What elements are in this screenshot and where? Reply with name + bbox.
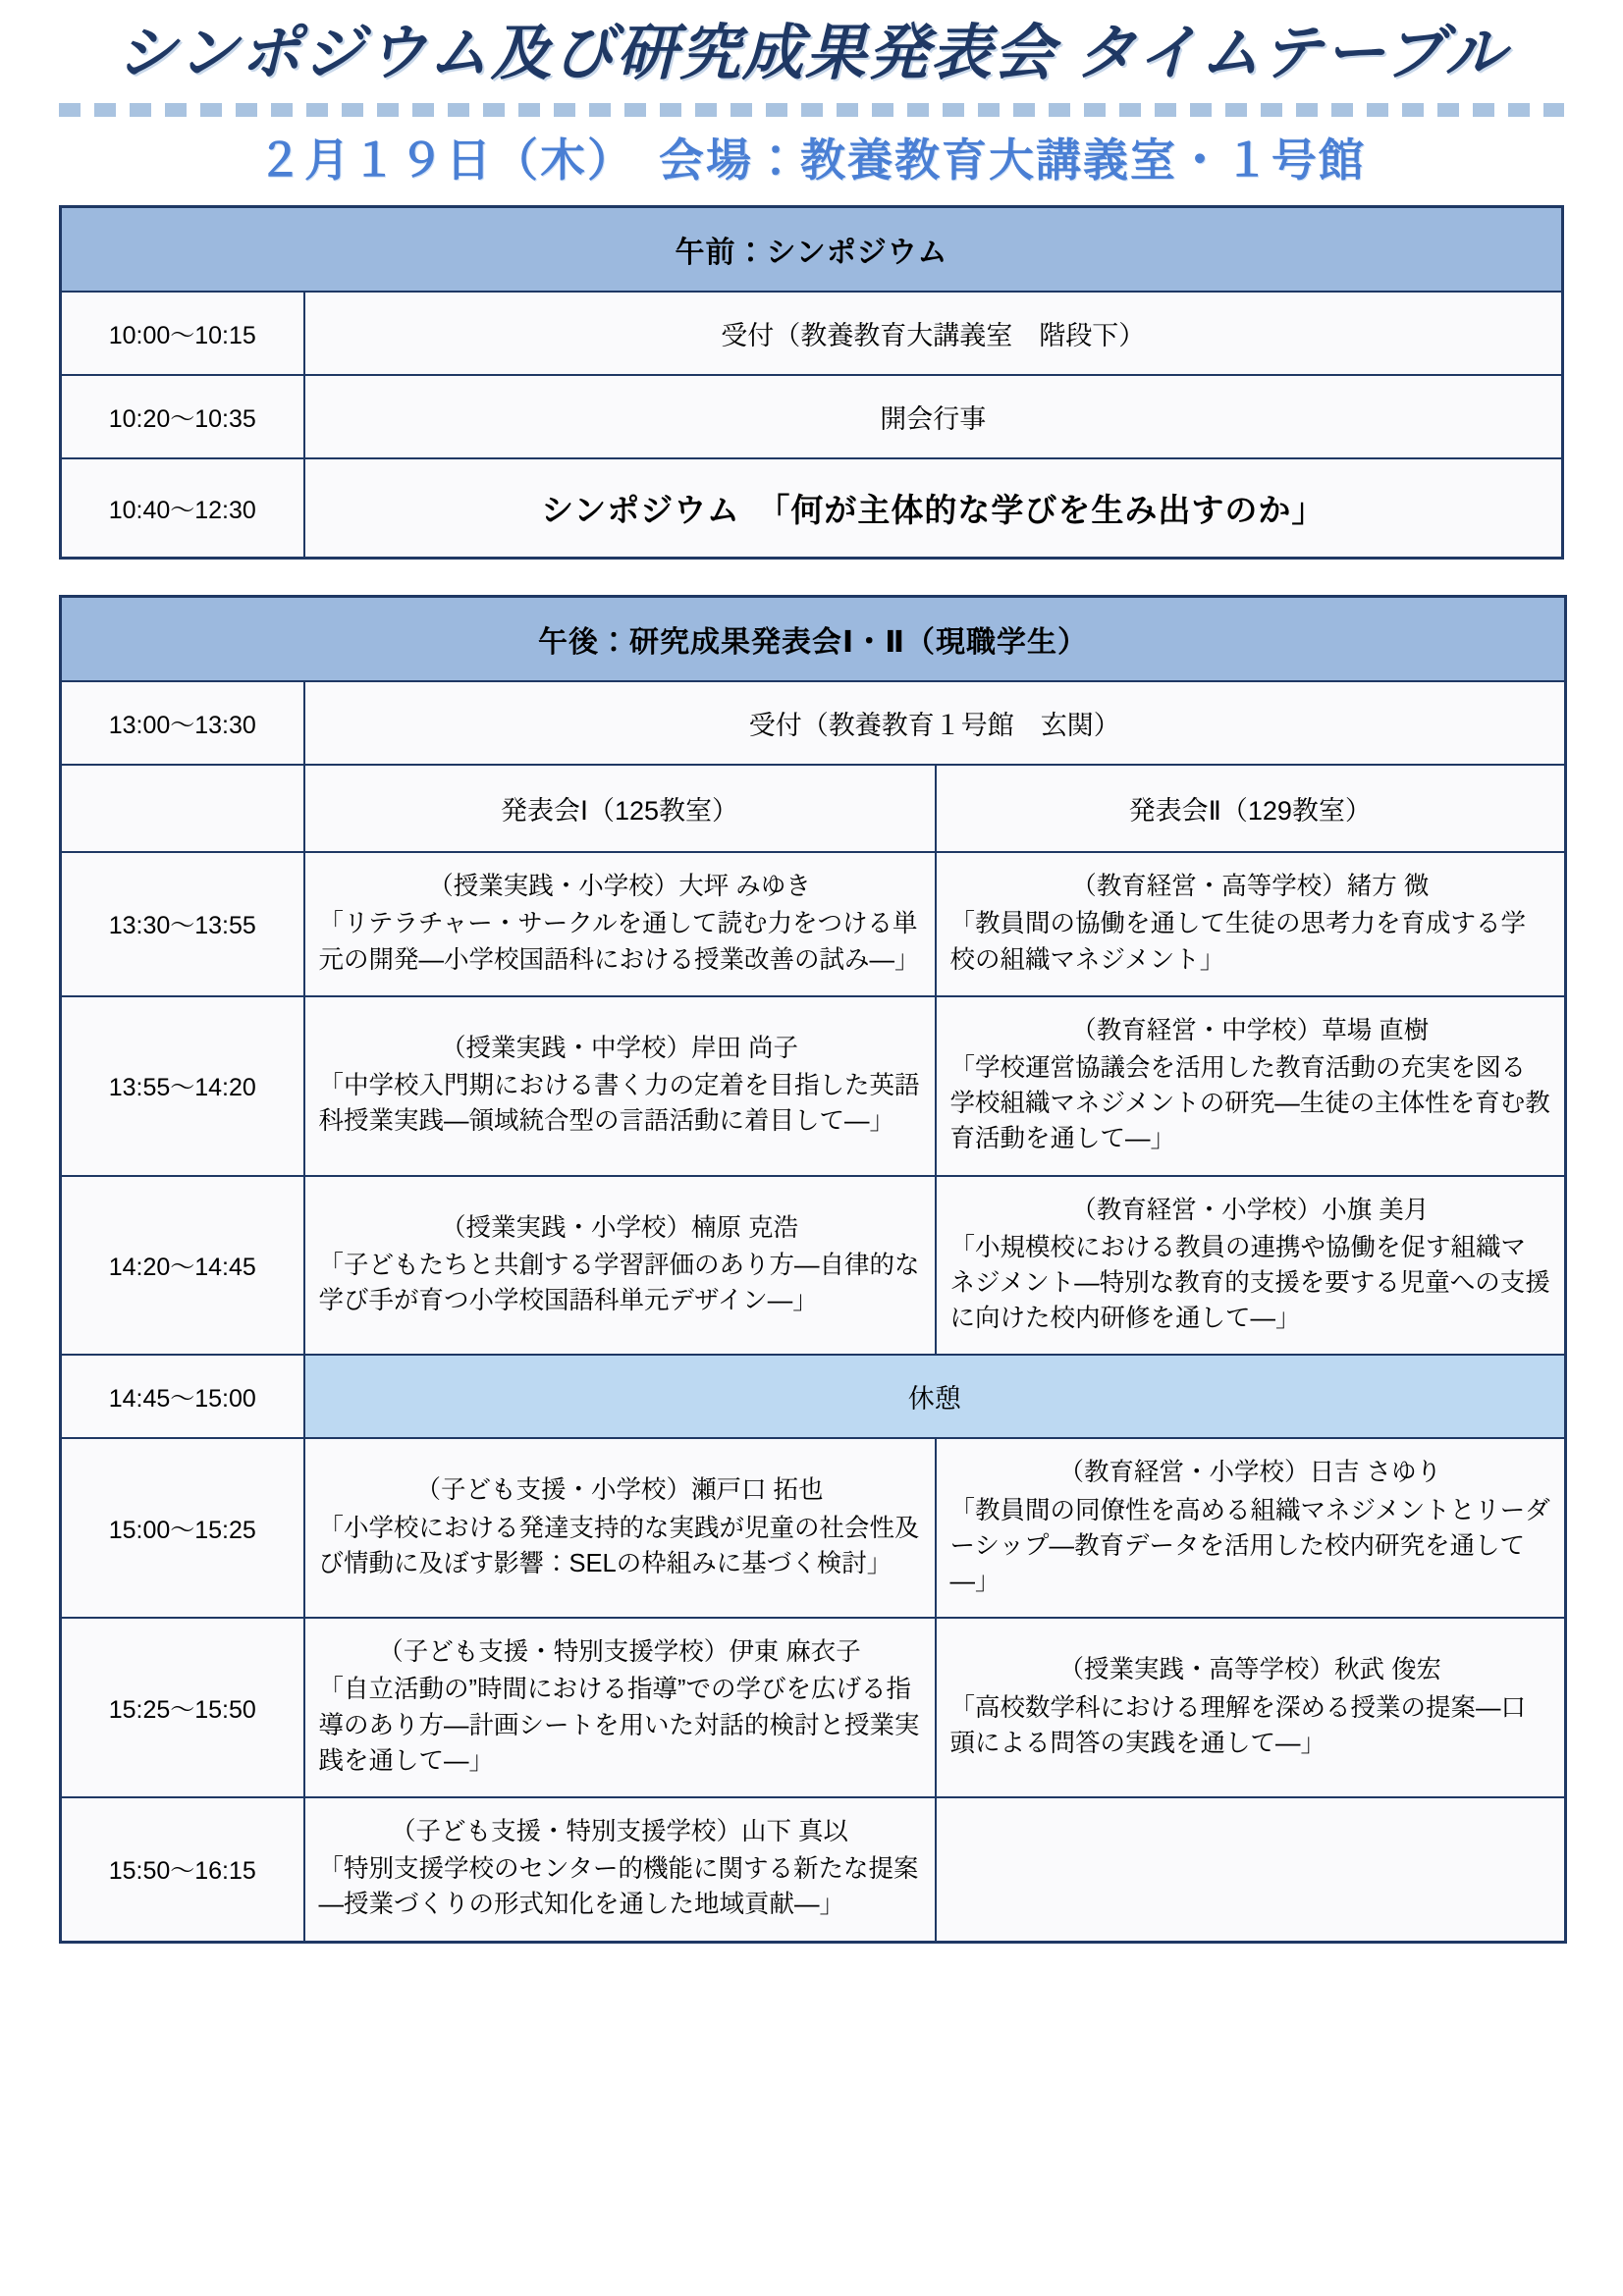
row-time: 10:20〜10:35: [61, 375, 304, 458]
afternoon-section-title: 午後：研究成果発表会Ⅰ・Ⅱ（現職学生）: [61, 597, 1566, 682]
row-content: 受付（教養教育１号館 玄関）: [304, 681, 1566, 765]
session-cell-a: [304, 1438, 936, 1618]
presenter: （授業実践・小学校）楠原 克浩: [440, 1213, 799, 1242]
row-time: 10:40〜12:30: [61, 458, 304, 559]
presenter: （教育経営・高等学校）緒方 微: [1071, 873, 1430, 901]
presentation-title: 「子どもたちと共創する学習評価のあり方―自律的な学び手が育つ小学校国語科単元デザイン―」: [318, 1251, 920, 1315]
presentation-title: 「自立活動の”時間における指導”での学びを広げる指導のあり方―計画シートを用いた対話的検討と授業実践を通して―」: [318, 1676, 920, 1775]
row-time: 13:30〜13:55: [61, 852, 304, 996]
row-time: 10:00〜10:15: [61, 292, 304, 375]
presenter: （授業実践・高等学校）秋武 俊宏: [1058, 1656, 1442, 1684]
afternoon-schedule-table: [59, 595, 1567, 1943]
row-time: 15:50〜16:15: [61, 1797, 304, 1942]
room-header-row: [61, 765, 1566, 852]
row-content: シンポジウム 「何が主体的な学びを生み出すのか」: [304, 458, 1563, 559]
session-cell-a: [304, 996, 936, 1176]
section-header-row: [61, 597, 1566, 682]
presentation-title: 「リテラチャー・サークルを通して読む力をつける単元の開発―小学校国語科における授業改善の試み―」: [318, 910, 920, 974]
presenter: （教育経営・小学校）日吉 さゆり: [1058, 1459, 1442, 1487]
presenter: （授業実践・中学校）岸田 尚子: [440, 1034, 799, 1062]
session-cell-b: [936, 996, 1566, 1176]
table-row: [61, 996, 1566, 1176]
room-header-time: [61, 765, 304, 852]
page-subtitle: ２月１９日（木） 会場：教養教育大講義室・１号館: [257, 134, 1366, 187]
row-time: 15:00〜15:25: [61, 1438, 304, 1618]
row-content: 受付（教養教育大講義室 階段下）: [304, 292, 1563, 375]
page-title: シンポジウム及び研究成果発表会 タイムテーブル: [116, 20, 1507, 87]
reception-row: [61, 681, 1566, 765]
row-time: 14:20〜14:45: [61, 1176, 304, 1356]
session-cell-b: [936, 1618, 1566, 1797]
presenter: （授業実践・小学校）大坪 みゆき: [428, 873, 811, 901]
session-cell-b: [936, 852, 1566, 996]
presentation-title: 「特別支援学校のセンター的機能に関する新たな提案―授業づくりの形式知化を通した地域貢献―」: [318, 1855, 919, 1919]
presenter: （子ども支援・特別支援学校）伊東 麻衣子: [378, 1638, 861, 1667]
presenter: （教育経営・小学校）小旗 美月: [1071, 1196, 1430, 1224]
break-row: [61, 1355, 1566, 1438]
row-content: 開会行事: [304, 375, 1563, 458]
presenter: （子ども支援・特別支援学校）山下 真以: [390, 1818, 849, 1846]
presentation-title: 「小規模校における教員の連携や協働を促す組織マネジメント―特別な教育的支援を要する児童への支援に向けた校内研修を通して―」: [949, 1233, 1550, 1333]
table-row: [61, 1438, 1566, 1618]
row-time: 15:25〜15:50: [61, 1618, 304, 1797]
morning-schedule-table: [59, 205, 1564, 560]
table-row: [61, 1176, 1566, 1356]
table-row: [61, 1618, 1566, 1797]
table-row: [61, 458, 1563, 559]
session-cell-b: [936, 1438, 1566, 1618]
dotted-divider: [59, 103, 1564, 117]
table-row: [61, 1797, 1566, 1942]
presentation-title: 「小学校における発達支持的な実践が児童の社会性及び情動に及ぼす影響：SELの枠組みに基づく検討」: [318, 1514, 920, 1577]
row-time: 13:00〜13:30: [61, 681, 304, 765]
morning-section-title: 午前：シンポジウム: [61, 207, 1563, 293]
room-header-b: 発表会Ⅱ（129教室）: [936, 765, 1566, 852]
presentation-title: 「教員間の同僚性を高める組織マネジメントとリーダーシップ―教育データを活用した校内研究を通して―」: [949, 1496, 1550, 1595]
session-cell-a: [304, 1797, 936, 1942]
session-cell-a: [304, 852, 936, 996]
break-label: 休憩: [304, 1355, 1566, 1438]
table-row: [61, 292, 1563, 375]
session-cell-b: [936, 1176, 1566, 1356]
presentation-title: 「高校数学科における理解を深める授業の提案―口頭による問答の実践を通して―」: [949, 1693, 1527, 1757]
presentation-title: 「学校運営協議会を活用した教育活動の充実を図る学校組織マネジメントの研究―生徒の主体性を育む教育活動を通して―」: [949, 1053, 1550, 1153]
row-time: 14:45〜15:00: [61, 1355, 304, 1438]
table-row: [61, 375, 1563, 458]
session-cell-a: [304, 1176, 936, 1356]
room-header-a: 発表会Ⅰ（125教室）: [304, 765, 936, 852]
session-cell-a: [304, 1618, 936, 1797]
presenter: （子ども支援・小学校）瀬戸口 拓也: [415, 1476, 824, 1505]
presentation-title: 「中学校入門期における書く力の定着を目指した英語科授業実践―領域統合型の言語活動に着目して―」: [318, 1072, 920, 1136]
presentation-title: 「教員間の協働を通して生徒の思考力を育成する学校の組織マネジメント」: [949, 910, 1527, 974]
section-header-row: [61, 207, 1563, 293]
presenter: （教育経営・中学校）草場 直樹: [1071, 1016, 1430, 1044]
session-cell-b: [936, 1797, 1566, 1942]
table-row: [61, 852, 1566, 996]
row-time: 13:55〜14:20: [61, 996, 304, 1176]
table-gap: [59, 560, 1564, 595]
